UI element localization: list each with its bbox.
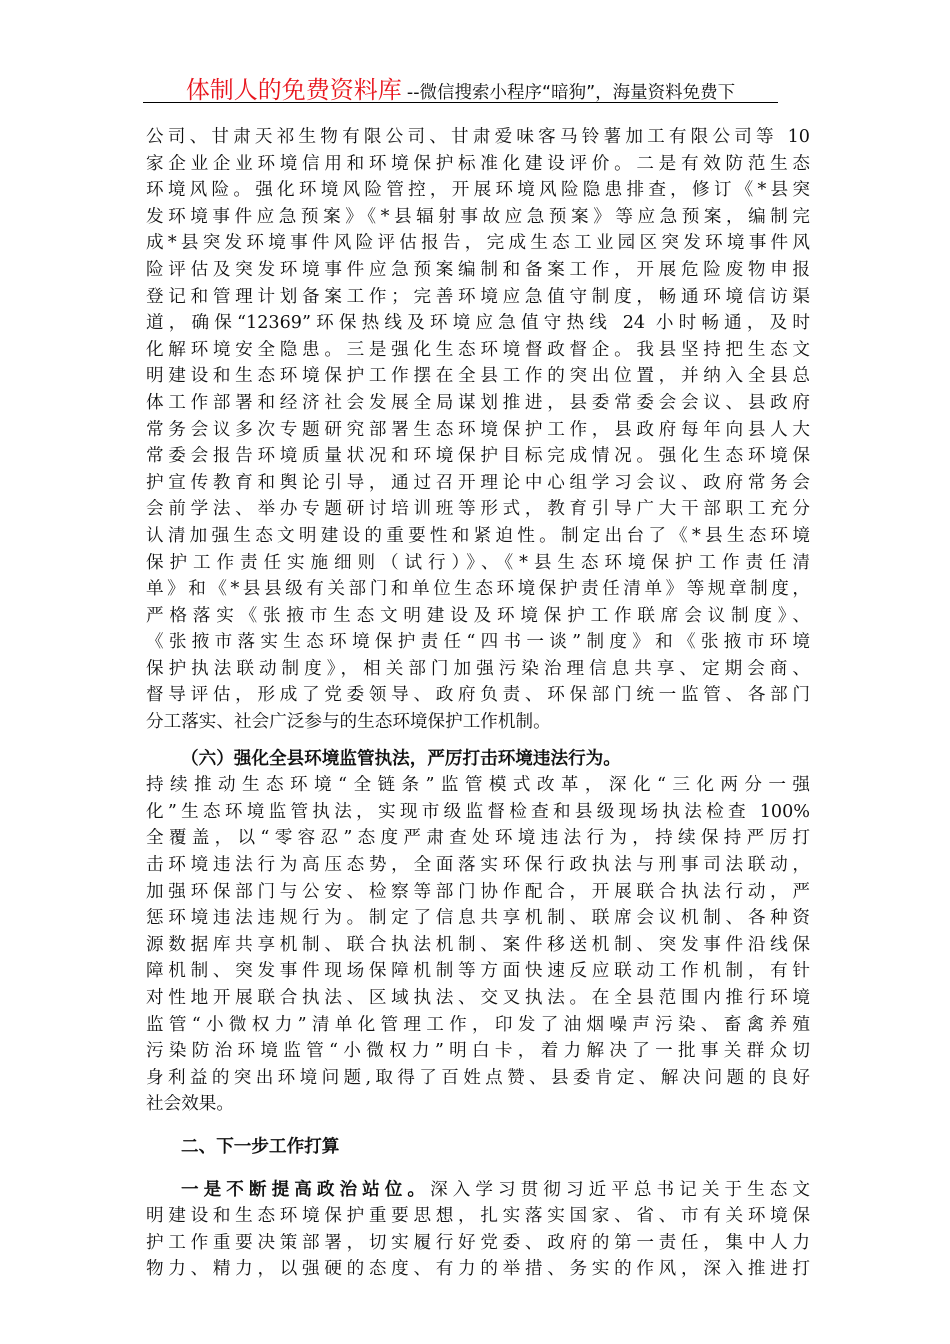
text-line: 监管“小微权力”清单化管理工作，印发了油烟噪声污染、畜禽养殖 [146,1014,810,1035]
text-line: 物力、精力，以强硬的态度、有力的举措、务实的作风，深入推进打 [146,1259,810,1280]
text-line: 明建设和生态环境保护工作摆在全县工作的突出位置，并纳入全县总 [146,366,810,387]
text-line: 常委会报告环境质量状况和环境保护目标完成情况。强化生态环境保 [146,446,810,467]
text-line: 化”生态环境监管执法，实现市级监督检查和县级现场执法检查 100% [146,801,810,822]
spacer [146,1118,810,1134]
text-line: 会前学法、举办专题研讨培训班等形式，教育引导广大干部职工充分 [146,499,810,520]
text-line: 严格落实《张掖市生态文明建设及环境保护工作联席会议制度》、 [146,605,810,626]
page-header [143,70,778,103]
text-line: 环境风险。强化环境风险管控，开展环境风险隐患排查，修订《*县突 [146,180,810,201]
spacer [146,736,810,746]
text-line: 单》和《*县县级有关部门和单位生态环境保护责任清单》等规章制度， [146,579,810,600]
lead-bold-text: 一是不断提高政治站位。 [181,1179,431,1200]
lead-rest-text: 深入学习贯彻习近平总书记关于生态文 [430,1179,810,1200]
text-line: 家企业企业环境信用和环境保护标准化建设评价。二是有效防范生态 [146,153,810,174]
section-heading-next-steps: 二、下一步工作打算 [181,1136,340,1157]
text-line: 险评估及突发环境事件应急预案编制和备案工作，开展危险废物申报 [146,259,810,280]
text-line: 督导评估，形成了党委领导、政府负责、环保部门统一监管、各部门 [146,685,810,706]
text-line-first [146,1177,810,1204]
header-tagline: --微信搜索小程序“暗狗”，海量资料免费下 [406,83,736,103]
text-line: 身利益的突出环境问题,取得了百姓点赞、县委肯定、解决问题的良好 [146,1067,810,1088]
text-line: 击环境违法行为高压态势，全面落实环保行政执法与刑事司法联动， [146,855,810,876]
text-line: 公司、甘肃天祁生物有限公司、甘肃爱味客马铃薯加工有限公司等 10 [146,127,810,147]
text-line: 体工作部署和经济社会发展全局谋划推进，县委常委会会议、县政府 [146,392,810,413]
text-line: 登记和管理计划备案工作；完善环境应急值守制度，畅通环境信访渠 [146,286,810,307]
text-line: 常务会议多次专题研究部署生态环境保护工作，县政府每年向县人大 [146,419,810,440]
text-line: 对性地开展联合执法、区域执法、交叉执法。在全县范围内推行环境 [146,988,810,1008]
text-line: 认清加强生态文明建设的重要性和紧迫性。制定出台了《*县生态环境 [146,525,810,546]
text-line: 成*县突发环境事件风险评估报告，完成生态工业园区突发环境事件风 [146,233,810,254]
text-line: 源数据库共享机制、联合执法机制、案件移送机制、突发事件沿线保 [146,934,810,955]
text-line: 《张掖市落实生态环境保护责任“四书一谈”制度》和《张掖市环境 [146,632,810,653]
text-line: 社会效果。 [146,1094,234,1115]
document-body [146,124,810,1283]
paragraph-environment-risk [146,124,810,736]
text-line: 持续推动生态环境“全链条”监管模式改革，深化“三化两分一强 [146,775,810,796]
text-line: 化解环境安全隐患。三是强化生态环境督政督企。我县坚持把生态文 [146,339,810,360]
text-line: 分工落实、社会广泛参与的生态环境保护工作机制。 [146,712,551,733]
text-line: 惩环境违法违规行为。制定了信息共享机制、联席会议机制、各种资 [146,908,810,929]
text-line: 保护工作责任实施细则（试行）》、《*县生态环境保护工作责任清 [146,552,810,573]
text-line: 明建设和生态环境保护重要思想，扎实落实国家、省、市有关环境保 [146,1206,810,1227]
text-line: 护工作重要决策部署，切实履行好党委、政府的第一责任，集中人力 [146,1232,810,1253]
section-six [146,746,810,1118]
text-line: 全覆盖，以“零容忍”态度严肃查处环境违法行为，持续保持严厉打 [146,828,810,849]
text-line: 污染防治环境监管“小微权力”明白卡，着力解决了一批事关群众切 [146,1041,810,1062]
text-line: 护宣传教育和舆论引导，通过召开理论中心组学习会议、政府常务会 [146,472,810,493]
paragraph-political-stance [146,1177,810,1283]
text-line: 加强环保部门与公安、检察等部门协作配合，开展联合执法行动，严 [146,881,810,902]
text-line: 保护执法联动制度》，相关部门加强污染治理信息共享、定期会商、 [146,658,810,679]
text-line: 道，确保“12369”环保热线及环境应急值守热线 24 小时畅通，及时 [146,313,810,334]
text-line: 障机制、突发事件现场保障机制等方面快速反应联动工作机制，有针 [146,961,810,982]
spacer [146,1161,810,1177]
section-heading: （六）强化全县环境监管执法，严厉打击环境违法行为。 [181,748,621,769]
text-line: 发环境事件应急预案》《*县辐射事故应急预案》等应急预案，编制完 [146,206,810,227]
header-brand: 体制人的免费资料库 [185,76,402,104]
